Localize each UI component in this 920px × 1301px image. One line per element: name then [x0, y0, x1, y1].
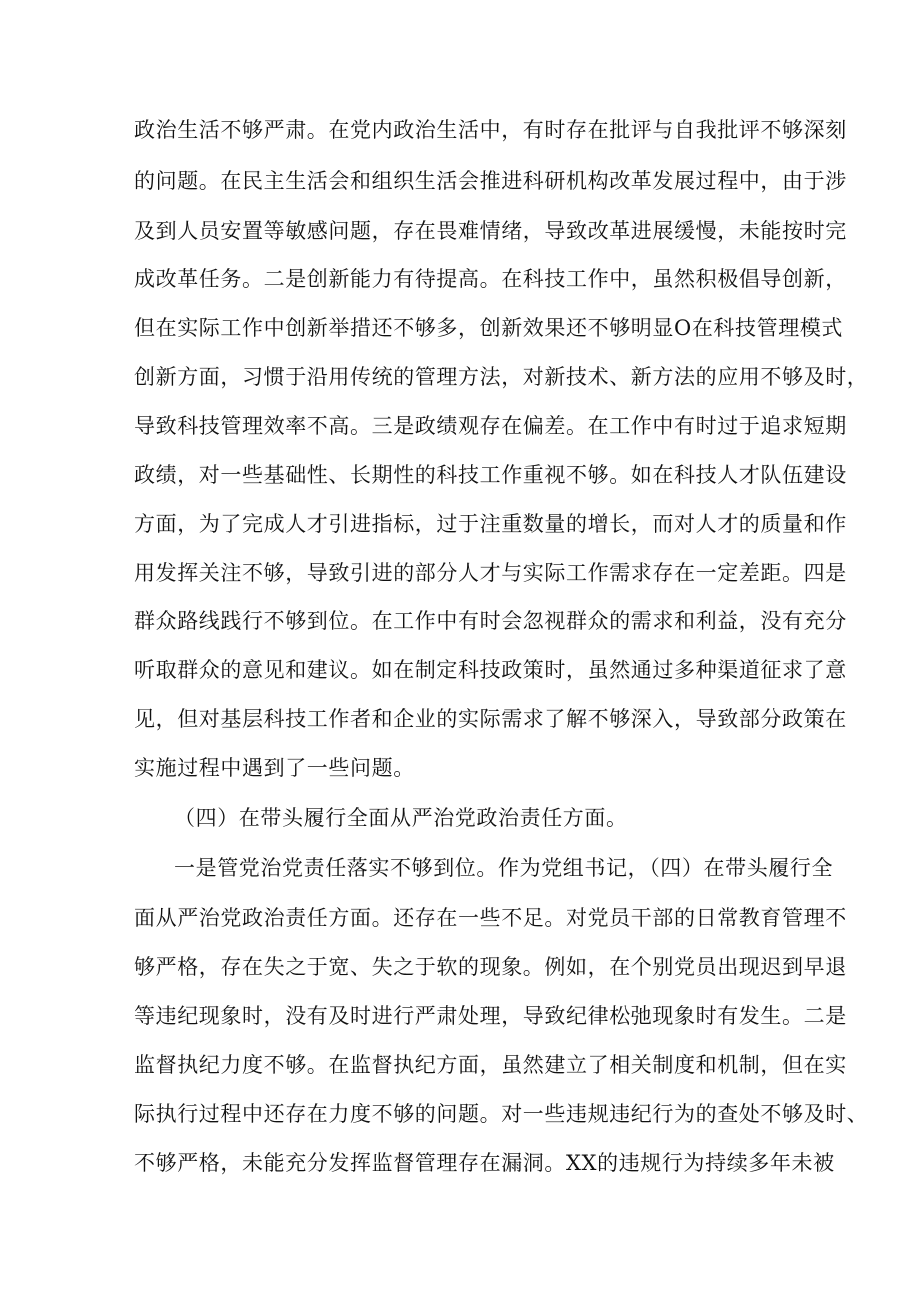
body-text-line: 听取群众的意见和建议。如在制定科技政策时，虽然通过多种渠道征求了意: [134, 658, 847, 682]
body-text-line: 政绩，对一些基础性、长期性的科技工作重视不够。如在科技人才队伍建设: [134, 463, 847, 487]
section-heading: （四）在带头履行全面从严治党政治责任方面。: [174, 806, 628, 830]
body-text-line: 不够严格，未能充分发挥监督管理存在漏洞。XX的违规行为持续多年未被: [134, 1151, 835, 1175]
body-text-line: 实施过程中遇到了一些问题。: [134, 756, 415, 780]
body-text-line: 等违纪现象时，没有及时进行严肃处理，导致纪律松弛现象时有发生。二是: [134, 1004, 847, 1028]
body-text-line: 但在实际工作中创新举措还不够多，创新效果还不够明显O在科技管理模式: [134, 316, 844, 340]
body-text-line: 创新方面，习惯于沿用传统的管理方法，对新技术、新方法的应用不够及时，: [134, 365, 869, 389]
body-text-line: 方面，为了完成人才引进指标，过于注重数量的增长，而对人才的质量和作: [134, 512, 847, 536]
body-text-line: 及到人员安置等敏感问题，存在畏难情绪，导致改革进展缓慢，未能按时完: [134, 219, 847, 243]
body-text-line: 用发挥关注不够，导致引进的部分人才与实际工作需求存在一定差距。四是: [134, 561, 847, 585]
body-text-line: 群众路线践行不够到位。在工作中有时会忽视群众的需求和利益，没有充分: [134, 609, 847, 633]
body-text-line: 导致科技管理效率不高。三是政绩观存在偏差。在工作中有时过于追求短期: [134, 414, 847, 438]
body-text-line: 的问题。在民主生活会和组织生活会推进科研机构改革发展过程中，由于涉: [134, 169, 847, 193]
body-text-line: 见，但对基层科技工作者和企业的实际需求了解不够深入，导致部分政策在: [134, 707, 847, 731]
body-text-line: 够严格，存在失之于宽、失之于软的现象。例如，在个别党员出现迟到早退: [134, 955, 847, 979]
body-text-line: 面从严治党政治责任方面。还存在一些不足。对党员干部的日常教育管理不: [134, 906, 847, 930]
body-text-line: 成改革任务。二是创新能力有待提高。在科技工作中，虽然积极倡导创新，: [134, 267, 847, 291]
body-text-line: 一是管党治党责任落实不够到位。作为党组书记，（四）在带头履行全: [174, 856, 834, 880]
body-text-line: 政治生活不够严肃。在党内政治生活中，有时存在批评与自我批评不够深刻: [134, 118, 847, 142]
body-text-line: 监督执纪力度不够。在监督执纪方面，虽然建立了相关制度和机制，但在实: [134, 1053, 847, 1077]
body-text-line: 际执行过程中还存在力度不够的问题。对一些违规违纪行为的查处不够及时、: [134, 1102, 869, 1126]
